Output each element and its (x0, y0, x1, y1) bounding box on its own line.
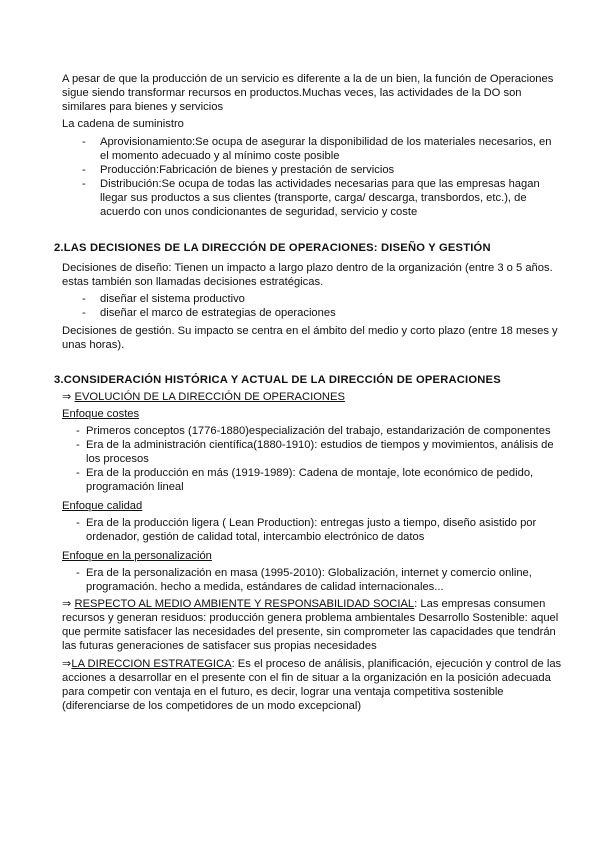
design-decisions: Decisiones de diseño: Tienen un impacto a largo plazo dentro de la organización (entre 3 o 5 años. estas también son llamadas decisiones estratégicas. (62, 262, 553, 288)
section-3-heading: 3.CONSIDERACIÓN HISTÓRICA Y ACTUAL DE LA DIRECCIÓN DE OPERACIONES (54, 374, 501, 386)
list-item: - Primeros conceptos (1776-1880)especialización del trabajo, estandarización de componentes (62, 424, 562, 438)
evolution-heading: ⇒ EVOLUCIÓN DE LA DIRECCIÓN DE OPERACIONES (62, 391, 345, 403)
list-item: - Era de la personalización en masa (1995-2010): Globalización, internet y comercio online, programación. hecho a medida, estándares de calidad internacionales... (62, 566, 562, 594)
section-3-block (62, 390, 562, 713)
list-item: - Era de la producción ligera ( Lean Production): entregas justo a tiempo, diseño asistido por ordenador, gestión de calidad total, intercambio electrónico de datos (62, 516, 562, 544)
list-item: - Producción:Fabricación de bienes y prestación de servicios (62, 163, 554, 177)
intro-paragraph: A pesar de que la producción de un servicio es diferente a la de un bien, la función de Operaciones sigue siendo transformar recursos en productos.Muchas veces, las actividades de la DO son similares para bienes y servicios (62, 73, 554, 113)
supply-chain-list (62, 135, 554, 219)
intro-block (62, 72, 554, 219)
arrow-icon: ⇒ (62, 391, 72, 403)
list-item: - Aprovisionamiento:Se ocupa de asegurar la disponibilidad de los materiales necesarios, en el momento adecuado y al mínimo coste posible (62, 135, 554, 163)
list-item: - Era de la producción en más (1919-1989): Cadena de montaje, lote económico de pedido, programación lineal (62, 466, 562, 494)
list-item: - diseñar el sistema productivo (62, 292, 558, 306)
section-2-heading: 2.LAS DECISIONES DE LA DIRECCIÓN DE OPERACIONES: DISEÑO Y GESTIÓN (54, 242, 491, 254)
environment-paragraph: ⇒ RESPECTO AL MEDIO AMBIENTE Y RESPONSABILIDAD SOCIAL: Las empresas consumen recursos y generan residuos: producción genera problema ambientales Desarrollo Sostenible: aquel que permite satisfacer las necesidades del presente, sin comprometer las capacidades que tendrán las futuras generaciones de satisfacer sus propias necesidades (62, 598, 559, 652)
costs-list (62, 424, 562, 494)
costs-title: Enfoque costes (62, 408, 140, 420)
list-item: - Distribución:Se ocupa de todas las actividades necesarias para que las empresas hagan llegar sus productos a sus clientes (transporte, carga/ descarga, transbordos, etc.), de acuerdo con unos condicionantes de seguridad, servicio y coste (62, 177, 554, 219)
quality-title: Enfoque calidad (62, 500, 143, 512)
strategy-paragraph: ⇒LA DIRECCION ESTRATEGICA: Es el proceso de análisis, planificación, ejecución y control de las acciones a desarrollar en el presente con el fin de situar a la organización en la posición adecuada para competir con ventaja en el futuro, es decir, lograr una ventaja competitiva sostenible (diferenciarse de los competidores de un modo excepcional) (62, 658, 562, 712)
arrow-icon: ⇒ (62, 658, 72, 670)
management-decisions: Decisiones de gestión. Su impacto se centra en el ámbito del medio y corto plazo (entre 18 meses y unas horas). (62, 325, 558, 351)
section-2-block (62, 261, 558, 352)
arrow-icon: ⇒ (62, 598, 72, 610)
supply-chain-title: La cadena de suministro (62, 118, 184, 130)
personalization-title: Enfoque en la personalización (62, 550, 212, 562)
list-item: - Era de la administración científica(1880-1910): estudios de tiempos y movimientos, análisis de los procesos (62, 438, 562, 466)
list-item: - diseñar el marco de estrategias de operaciones (62, 306, 558, 320)
